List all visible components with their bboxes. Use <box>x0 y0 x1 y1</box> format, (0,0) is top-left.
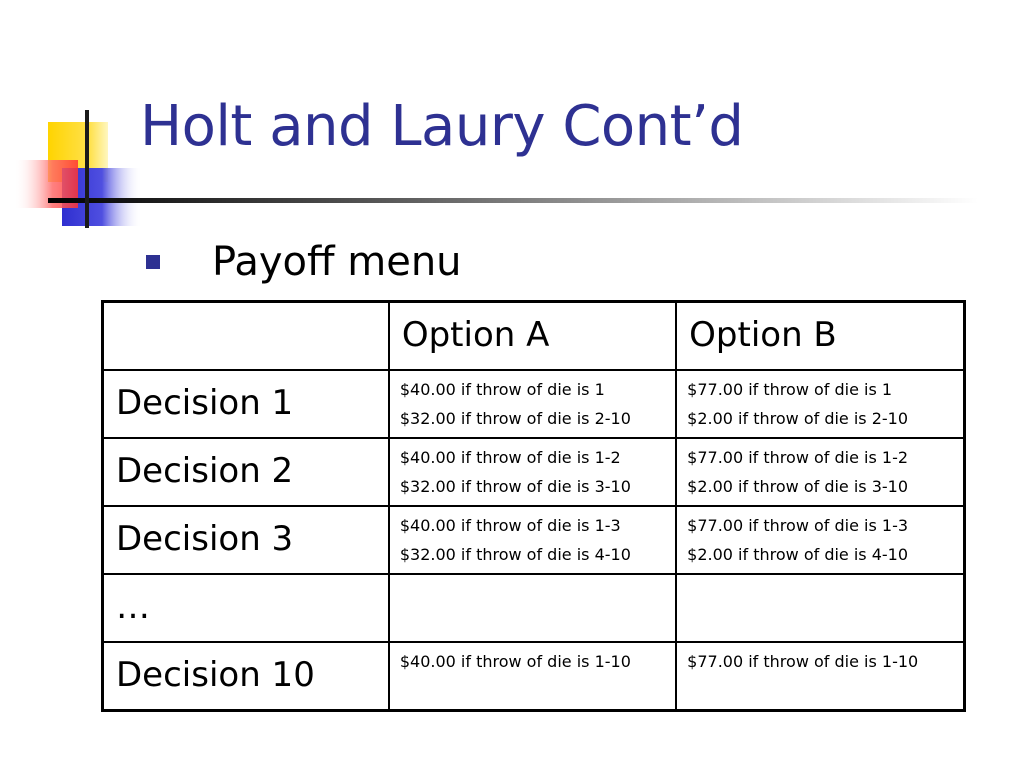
option-b-cell <box>676 370 964 438</box>
option-b-cell <box>676 438 964 506</box>
option-b-line <box>687 676 963 705</box>
option-b-line <box>687 579 963 608</box>
option-a-cell <box>389 506 676 574</box>
table-row <box>103 438 965 506</box>
row-label: Decision 2 <box>116 451 294 491</box>
option-b-cell <box>676 574 964 642</box>
option-a-line <box>400 608 675 637</box>
row-label: Decision 1 <box>116 383 294 423</box>
option-a-line: $40.00 if throw of die is 1 <box>399 380 605 399</box>
table-row <box>103 370 965 438</box>
row-label-cell <box>103 506 389 574</box>
payoff-table <box>101 300 966 712</box>
option-b-cell <box>676 506 964 574</box>
option-b-cell <box>676 642 964 711</box>
option-a-line: $40.00 if throw of die is 1-10 <box>399 652 631 671</box>
option-b-line: $2.00 if throw of die is 2-10 <box>687 409 909 428</box>
option-b-line: $77.00 if throw of die is 1 <box>687 380 893 399</box>
bullet-text: Payoff menu <box>212 239 462 285</box>
slide-title: Holt and Laury Cont’d <box>140 94 744 159</box>
table-row <box>103 574 965 642</box>
bullet-square-icon <box>146 255 160 269</box>
option-a-line <box>400 579 675 608</box>
option-b-line: $77.00 if throw of die is 1-3 <box>687 516 909 535</box>
option-a-line: $32.00 if throw of die is 4-10 <box>399 545 631 564</box>
row-label-cell <box>103 370 389 438</box>
option-a-line: $32.00 if throw of die is 3-10 <box>399 477 631 496</box>
header-cell-option-b <box>676 302 964 371</box>
row-label-cell <box>103 642 389 711</box>
option-a-cell <box>389 642 676 711</box>
option-b-line: $2.00 if throw of die is 4-10 <box>687 545 909 564</box>
row-label-cell <box>103 438 389 506</box>
table-row <box>103 642 965 711</box>
option-a-line <box>400 676 675 705</box>
table-row <box>103 506 965 574</box>
row-label: Decision 3 <box>116 519 294 559</box>
option-a-cell <box>389 574 676 642</box>
header-option-b: Option B <box>689 315 837 355</box>
header-option-a: Option A <box>401 315 550 355</box>
vertical-rule <box>85 110 89 228</box>
option-b-line: $2.00 if throw of die is 3-10 <box>687 477 909 496</box>
option-a-line: $32.00 if throw of die is 2-10 <box>399 409 631 428</box>
row-label: Decision 10 <box>116 655 315 695</box>
option-b-line: $77.00 if throw of die is 1-10 <box>687 652 919 671</box>
option-a-cell <box>389 438 676 506</box>
option-b-line: $77.00 if throw of die is 1-2 <box>687 448 909 467</box>
option-a-line: $40.00 if throw of die is 1-3 <box>399 516 621 535</box>
row-label-cell <box>103 574 389 642</box>
header-cell-option-a <box>389 302 676 371</box>
row-label-ellipsis: … <box>116 587 150 627</box>
title-underline <box>48 198 978 203</box>
header-cell-empty <box>103 302 389 371</box>
option-a-line: $40.00 if throw of die is 1-2 <box>399 448 621 467</box>
option-a-cell <box>389 370 676 438</box>
bullet-item <box>146 236 462 288</box>
table-header-row <box>103 302 965 371</box>
option-b-line <box>687 608 963 637</box>
